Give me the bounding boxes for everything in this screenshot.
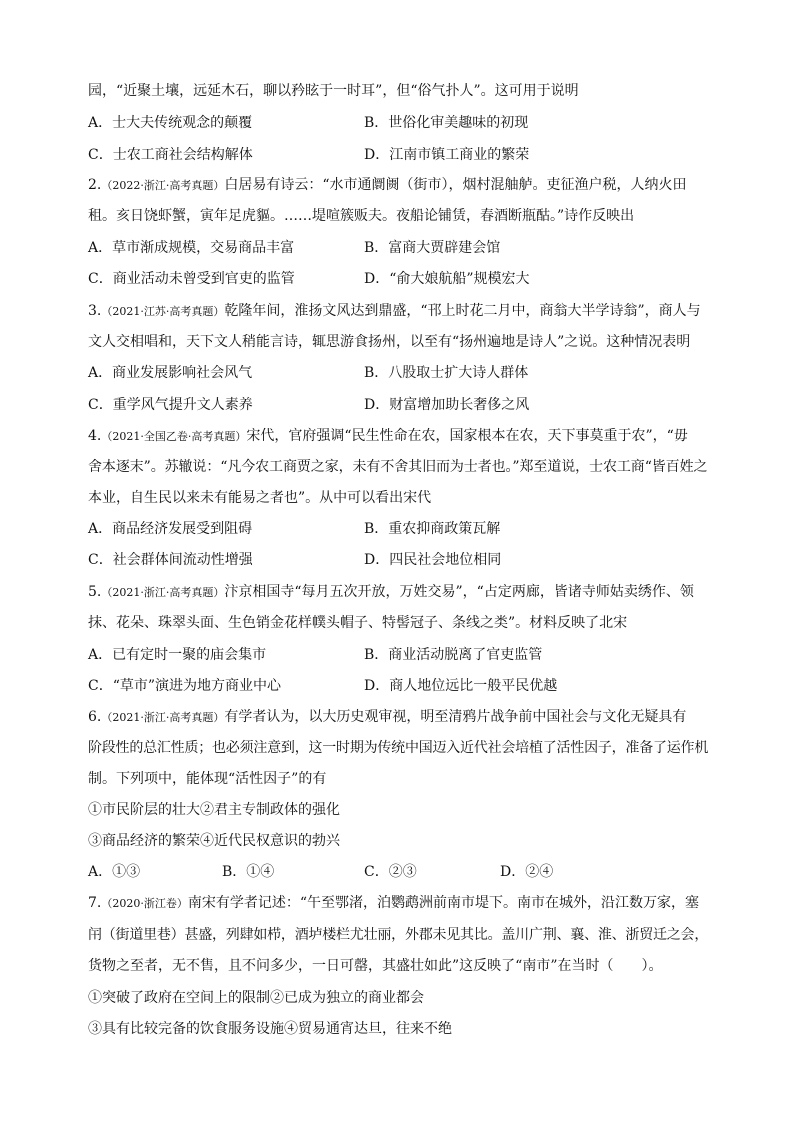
q6-option-c: C．②③ [364,864,417,880]
q5-stem-text: 汴京相国寺“每月五次开放，万姓交易”，“占定两廊，皆诸寺师姑卖绣作、领 [224,584,694,600]
q7-stem-line-2: 闬（街道里巷）甚盛，列肆如栉，酒垆楼栏尤壮丽，外郡未见其比。盖川广荆、襄、淮、浙贸迁之会， [88,927,709,943]
q4-option-a: A．商品经济发展受到阻碍 [88,521,253,537]
q5-stem-line-2: 抹、花朵、珠翠头面、生色销金花样幞头帽子、特髻冠子、条线之类”。材料反映了北宋 [88,615,628,631]
q7-stem-line-1 [88,893,699,914]
q7-statement-line-1: ①突破了政府在空间上的限制②已成为独立的商业都会 [88,990,424,1006]
q7-stem-line-3: 货物之至者，无不售，且不问多少，一日可罄，其盛壮如此”这反映了“南市”在当时（ ）。 [88,958,663,974]
q3-option-c: C．重学风气提升文人素养 [88,397,253,413]
q4-option-d: D．四民社会地位相同 [364,552,502,568]
q4-option-b: B．重农抑商政策瓦解 [364,521,501,537]
q2-option-c: C．商业活动未曾受到官吏的监管 [88,271,295,287]
q5-option-a: A．已有定时一聚的庙会集市 [88,647,267,663]
q2-option-b: B．富商大贾辟建会馆 [364,240,501,256]
q7-source: （2020·浙江卷） [101,897,188,910]
q7-number: 7. [88,895,102,911]
q6-number: 6. [88,709,102,725]
q5-option-b: B．商业活动脱离了官吏监管 [364,647,543,663]
q2-number: 2. [88,177,102,193]
q1-option-d: D．江南市镇工商业的繁荣 [364,147,530,163]
q3-stem-text: 乾隆年间，淮扬文风达到鼎盛，“邗上时花二月中，商翁大半学诗翁”，商人与 [224,303,701,319]
q6-option-a: A．①③ [88,864,141,880]
q4-stem-line-3: 本业，自生民以来未有能易之者也”。从中可以看出宋代 [88,490,432,506]
q6-statement-line-2: ③商品经济的繁荣④近代民权意识的勃兴 [88,833,340,849]
q1-option-a: A．士大夫传统观念的颠覆 [88,115,253,131]
q4-source: （2021·全国乙卷·高考真题） [101,430,247,443]
q5-source: （2021·浙江·高考真题） [101,586,225,599]
q4-option-c: C．社会群体间流动性增强 [88,552,253,568]
q5-stem-line-1 [88,582,694,603]
q3-stem-line-1 [88,301,701,322]
q6-stem-line-1 [88,707,686,728]
q2-source: （2022·浙江·高考真题） [101,179,225,192]
q5-option-d: D．商人地位远比一般平民优越 [364,678,558,694]
q2-stem-line-1 [88,175,687,196]
q2-stem-text: 白居易有诗云：“水市通阛阓（街市），烟村混舳舻。吏征渔户税，人纳火田 [224,177,687,193]
q4-stem-text: 宋代，官府强调“民生性命在农，国家根本在农，天下事莫重于农”，“毋 [246,428,688,444]
q1-stem-line: 园，“近聚土壤，远延木石，聊以矜眩于一时耳”，但“俗气扑人”。这可用于说明 [88,83,579,99]
q6-option-d: D．②④ [500,864,554,880]
q6-stem-text: 有学者认为，以大历史观审视，明至清鸦片战争前中国社会与文化无疑具有 [224,709,687,725]
q7-statement-line-2: ③具有比较完备的饮食服务设施④贸易通宵达旦，往来不绝 [88,1021,452,1037]
q5-option-c: C．“草市”演进为地方商业中心 [88,678,282,694]
q2-option-a: A．草市渐成规模，交易商品丰富 [88,240,295,256]
q6-statement-line-1: ①市民阶层的壮大②君主专制政体的强化 [88,802,340,818]
q1-option-b: B．世俗化审美趣味的初现 [364,115,529,131]
q3-option-b: B．八股取士扩大诗人群体 [364,365,529,381]
q4-stem-line-1 [88,426,688,447]
q6-stem-line-3: 制。下列项中，能体现“活性因子”的有 [88,771,327,787]
q5-number: 5. [88,584,102,600]
q1-option-c: C．士农工商社会结构解体 [88,147,253,163]
q6-source: （2021·浙江·高考真题） [101,711,225,724]
q3-stem-line-2: 文人交相唱和，天下文人稍能言诗，辄思游食扬州，以至有“扬州遍地是诗人”之说。这种情况表明 [88,334,691,350]
q3-number: 3. [88,303,102,319]
q3-option-a: A．商业发展影响社会风气 [88,365,253,381]
q7-stem-text: 南宋有学者记述：“午至鄂渚，泊鹦鹉洲前南市堤下。南市在城外，沿江数万家，塞 [187,895,700,911]
q6-option-b: B．①④ [222,864,275,880]
q3-option-d: D．财富增加助长奢侈之风 [364,397,530,413]
q2-stem-line-2: 租。亥日饶虾蟹，寅年足虎貙。……堤喧簇贩夫。夜船论铺赁，春酒断瓶酤。”诗作反映出 [88,208,635,224]
q4-stem-line-2: 舍本逐末”。苏辙说：“凡今农工商贾之家，未有不舍其旧而为士者也。”郑至道说，士农工商“皆百姓之 [88,459,708,475]
q6-stem-line-2: 阶段性的总汇性质；也必须注意到，这一时期为传统中国迈入近代社会培植了活性因子，准备了运作机 [88,740,709,756]
q4-number: 4. [88,428,102,444]
q2-option-d: D．“俞大娘航船”规模宏大 [364,271,530,287]
q3-source: （2021·江苏·高考真题） [101,305,225,318]
